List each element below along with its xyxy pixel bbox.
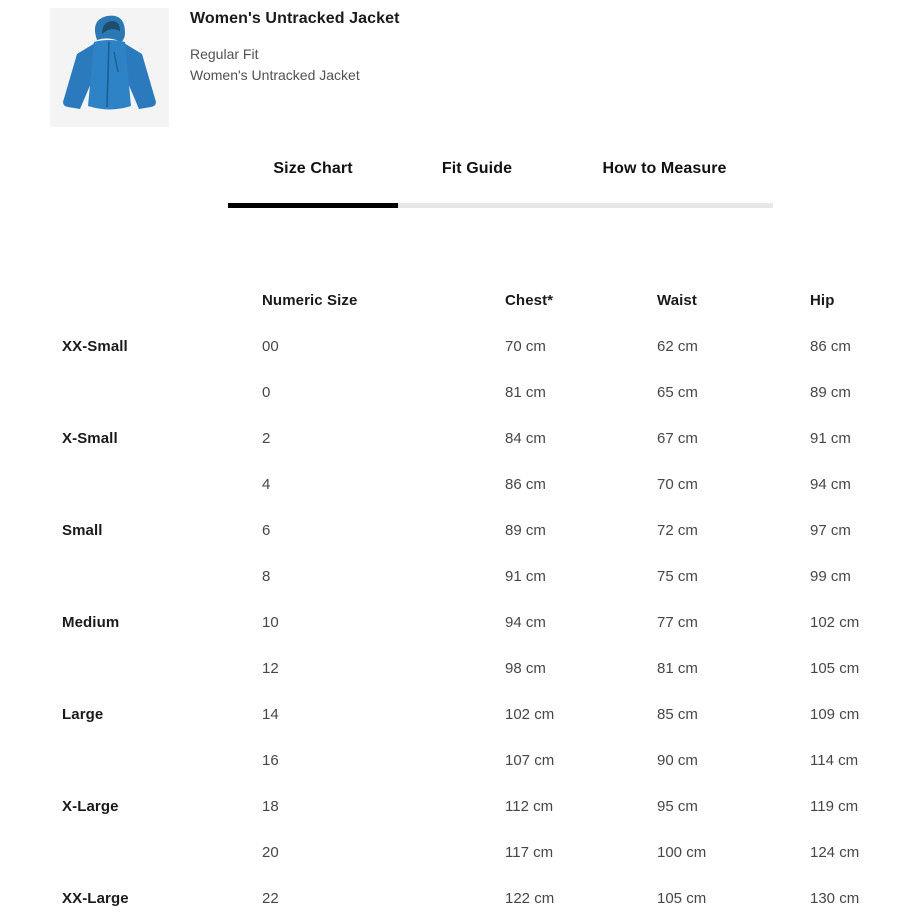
waist-cell: 70 cm — [657, 475, 698, 493]
size-group-label: Large — [62, 705, 104, 723]
numeric-size-cell: 16 — [262, 751, 279, 769]
size-group-label: XX-Large — [62, 889, 129, 907]
waist-cell: 100 cm — [657, 843, 707, 861]
size-group-label: X-Small — [62, 429, 118, 447]
tab-how-to-measure-label: How to Measure — [602, 160, 727, 177]
tab-size-chart-label: Size Chart — [273, 160, 353, 177]
product-title: Women's Untracked Jacket — [190, 10, 400, 27]
hip-column-header: Hip — [810, 291, 835, 309]
chest-cell: 81 cm — [505, 383, 546, 401]
chest-cell: 84 cm — [505, 429, 546, 447]
table-row — [62, 645, 915, 691]
table-header-row — [62, 277, 915, 323]
tab-size-chart[interactable] — [228, 150, 398, 208]
size-group-label: X-Large — [62, 797, 119, 815]
chest-cell: 98 cm — [505, 659, 546, 677]
hip-cell: 102 cm — [810, 613, 860, 631]
waist-cell: 65 cm — [657, 383, 698, 401]
tab-fit-guide-label: Fit Guide — [441, 160, 513, 177]
table-row — [62, 875, 915, 921]
tab-fit-guide[interactable] — [398, 150, 556, 208]
chest-cell: 91 cm — [505, 567, 546, 585]
numeric-size-cell: 22 — [262, 889, 279, 907]
tab-active-underline — [228, 203, 398, 208]
tab-inactive-underline — [556, 203, 773, 208]
numeric-size-cell: 14 — [262, 705, 279, 723]
tab-inactive-underline — [398, 203, 556, 208]
table-row — [62, 737, 915, 783]
size-group-label: Small — [62, 521, 103, 539]
hip-cell: 119 cm — [810, 797, 859, 815]
chest-cell: 86 cm — [505, 475, 546, 493]
waist-cell: 75 cm — [657, 567, 698, 585]
waist-cell: 67 cm — [657, 429, 698, 447]
table-row — [62, 783, 915, 829]
hip-cell: 97 cm — [810, 521, 851, 539]
chest-cell: 70 cm — [505, 337, 546, 355]
table-row — [62, 507, 915, 553]
hip-cell: 114 cm — [810, 751, 859, 769]
size-group-label: Medium — [62, 613, 120, 631]
hip-cell: 124 cm — [810, 843, 860, 861]
waist-cell: 77 cm — [657, 613, 698, 631]
numeric-size-cell: 18 — [262, 797, 279, 815]
numeric-size-cell: 10 — [262, 613, 279, 631]
product-fit-label: Regular Fit — [190, 46, 259, 62]
table-row — [62, 323, 915, 369]
numeric-size-cell: 6 — [262, 521, 271, 539]
table-row — [62, 691, 915, 737]
waist-cell: 81 cm — [657, 659, 698, 677]
chest-cell: 122 cm — [505, 889, 555, 907]
table-row — [62, 599, 915, 645]
chest-cell: 112 cm — [505, 797, 554, 815]
numeric-size-cell: 0 — [262, 383, 271, 401]
waist-cell: 95 cm — [657, 797, 698, 815]
chest-cell: 107 cm — [505, 751, 555, 769]
size-chart-table — [62, 277, 915, 921]
product-image — [50, 8, 169, 127]
table-body — [62, 323, 915, 921]
numeric-size-cell: 20 — [262, 843, 279, 861]
jacket-image — [50, 8, 169, 127]
product-subtitle: Women's Untracked Jacket — [190, 67, 360, 83]
hip-cell: 109 cm — [810, 705, 860, 723]
size-info-tabs — [228, 150, 773, 208]
size-group-label: XX-Small — [62, 337, 128, 355]
hip-cell: 105 cm — [810, 659, 860, 677]
hip-cell: 99 cm — [810, 567, 851, 585]
numeric-size-cell: 2 — [262, 429, 271, 447]
chest-cell: 94 cm — [505, 613, 546, 631]
chest-cell: 89 cm — [505, 521, 546, 539]
waist-cell: 62 cm — [657, 337, 698, 355]
hip-cell: 89 cm — [810, 383, 851, 401]
hip-cell: 130 cm — [810, 889, 860, 907]
waist-column-header: Waist — [657, 291, 697, 309]
chest-column-header: Chest* — [505, 291, 554, 309]
numeric-size-cell: 00 — [262, 337, 279, 355]
waist-cell: 85 cm — [657, 705, 698, 723]
table-row — [62, 461, 915, 507]
table-row — [62, 829, 915, 875]
table-row — [62, 369, 915, 415]
numeric-size-cell: 12 — [262, 659, 279, 677]
table-row — [62, 415, 915, 461]
hip-cell: 86 cm — [810, 337, 851, 355]
table-row — [62, 553, 915, 599]
hip-cell: 91 cm — [810, 429, 851, 447]
chest-cell: 102 cm — [505, 705, 555, 723]
waist-cell: 90 cm — [657, 751, 698, 769]
hip-cell: 94 cm — [810, 475, 851, 493]
tab-how-to-measure[interactable] — [556, 150, 773, 208]
numeric-size-cell: 8 — [262, 567, 271, 585]
numeric-size-cell: 4 — [262, 475, 271, 493]
numeric-size-column-header: Numeric Size — [262, 291, 358, 309]
chest-cell: 117 cm — [505, 843, 554, 861]
waist-cell: 105 cm — [657, 889, 707, 907]
waist-cell: 72 cm — [657, 521, 698, 539]
product-info — [190, 9, 400, 86]
